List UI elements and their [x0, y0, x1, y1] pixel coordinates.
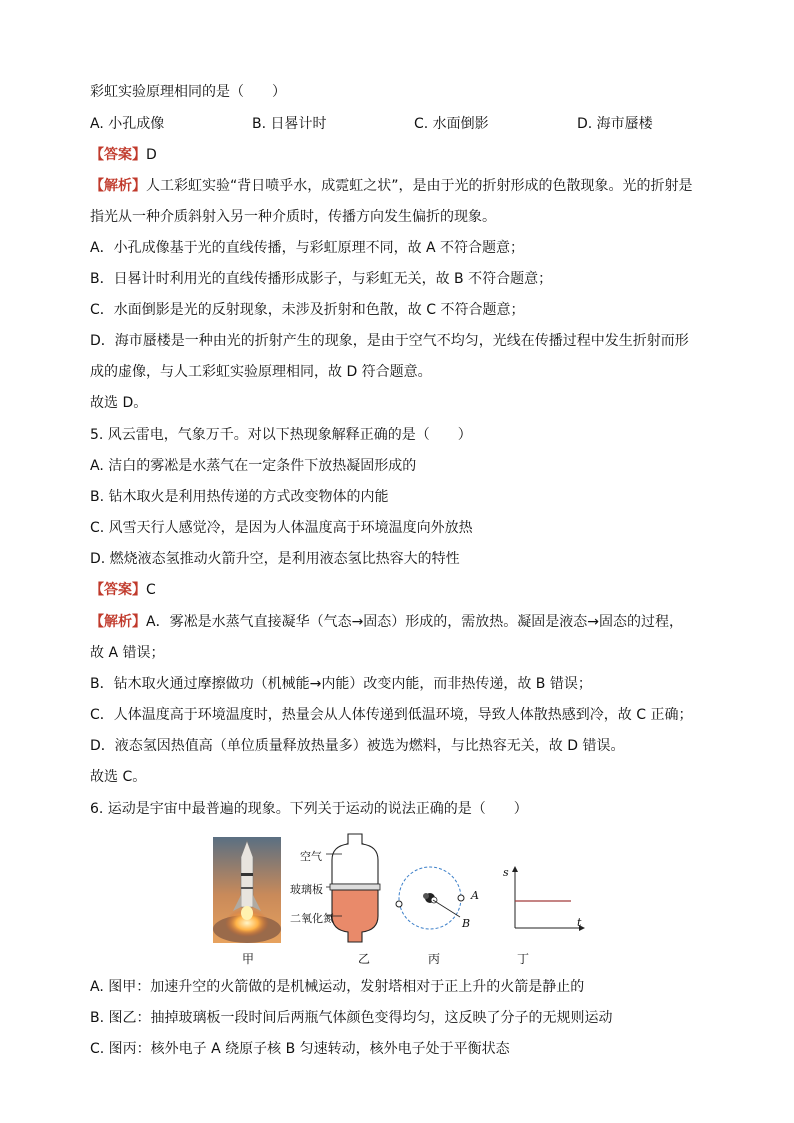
q4-option-c: C. 水面倒影: [414, 116, 489, 132]
analysis-tag: 【解析】: [90, 178, 146, 194]
q5-analysis-line: 故 A 错误；: [90, 645, 165, 661]
q5-stem: 5. 风云雷电，气象万千。对以下热现象解释正确的是（ ）: [90, 427, 472, 443]
q4-analysis-line: D．海市蜃楼是一种由光的折射产生的现象，是由于空气不均匀，光线在传播过程中发生折射而形: [90, 333, 689, 349]
q4-option-b: B. 日晷计时: [252, 116, 327, 132]
q4-answer: [90, 145, 157, 165]
answer-value: C: [146, 582, 156, 598]
q5-conclusion: 故选 C。: [90, 769, 147, 785]
caption-bing: 丙: [428, 952, 441, 966]
q4-stem: 彩虹实验原理相同的是（ ）: [90, 84, 286, 100]
caption-ding: 丁: [517, 952, 530, 966]
q4-analysis-line: B．日晷计时利用光的直线传播形成影子，与彩虹无关，故 B 不符合题意；: [90, 271, 553, 287]
q6-stem: 6. 运动是宇宙中最普遍的现象。下列关于运动的说法正确的是（ ）: [90, 801, 528, 817]
q5-option-d: D. 燃烧液态氢推动火箭升空，是利用液态氢比热容大的特性: [90, 551, 460, 567]
q5-option-b: B. 钻木取火是利用热传递的方式改变物体的内能: [90, 489, 389, 505]
q4-analysis-line: 指光从一种介质斜射入另一种介质时，传播方向发生偏折的现象。: [90, 209, 496, 225]
caption-jia: 甲: [242, 952, 255, 966]
q5-analysis-line: C．人体温度高于环境温度时，热量会从人体传递到低温环境，导致人体散热感到冷，故 C 正确；: [90, 707, 693, 723]
q5-option-a: A. 洁白的雾凇是水蒸气在一定条件下放热凝固形成的: [90, 458, 417, 474]
rocket-photo: [213, 837, 281, 943]
analysis-tag: 【解析】: [90, 614, 146, 630]
axis-label-s: s: [503, 866, 509, 879]
q5-analysis-line: [90, 612, 683, 632]
q6-option-a: A. 图甲：加速升空的火箭做的是机械运动，发射塔相对于正上升的火箭是静止的: [90, 979, 585, 995]
q6-option-c: C. 图丙：核外电子 A 绕原子核 B 匀速转动，核外电子处于平衡状态: [90, 1041, 510, 1057]
q4-analysis-line: [90, 176, 693, 196]
q4-analysis-line: C．水面倒影是光的反射现象，未涉及折射和色散，故 C 不符合题意；: [90, 302, 525, 318]
q5-option-c: C. 风雪天行人感觉冷，是因为人体温度高于环境温度向外放热: [90, 520, 473, 536]
q5-analysis-line: B．钻木取火通过摩擦做功（机械能→内能）改变内能，而非热传递，故 B 错误；: [90, 676, 592, 692]
q4-conclusion: 故选 D。: [90, 395, 148, 411]
answer-tag: 【答案】: [90, 147, 146, 163]
q5-answer: [90, 580, 156, 600]
caption-yi: 乙: [358, 952, 371, 966]
q4-analysis-line: A．小孔成像基于光的直线传播，与彩虹原理不同，故 A 不符合题意；: [90, 240, 525, 256]
q4-option-d: D. 海市蜃楼: [577, 116, 653, 132]
q5-analysis-line: D．液态氢因热值高（单位质量释放热量多）被选为燃料，与比热容无关，故 D 错误。: [90, 738, 625, 754]
answer-tag: 【答案】: [90, 582, 146, 598]
answer-value: D: [146, 147, 157, 163]
label-nucleus-b: B: [462, 917, 471, 930]
axis-label-t: t: [577, 916, 582, 929]
label-nitrogen-dioxide: 二氧化氮: [290, 912, 334, 925]
label-glass-plate: 玻璃板: [290, 883, 323, 896]
analysis-text: A．雾凇是水蒸气直接凝华（气态→固态）形成的，需放热。凝固是液态→固态的过程，: [146, 614, 684, 630]
label-electron-a: A: [471, 889, 479, 902]
label-air: 空气: [300, 850, 322, 863]
q4-analysis-line: 成的虚像，与人工彩虹实验原理相同，故 D 符合题意。: [90, 364, 432, 380]
q6-option-b: B. 图乙：抽掉玻璃板一段时间后两瓶气体颜色变得均匀，这反映了分子的无规则运动: [90, 1010, 613, 1026]
distance-time-graph: [505, 866, 587, 932]
q4-option-a: A. 小孔成像: [90, 116, 165, 132]
analysis-text: 人工彩虹实验“背日喷乎水，成霓虹之状”，是由于光的折射形成的色散现象。光的折射是: [146, 178, 693, 194]
